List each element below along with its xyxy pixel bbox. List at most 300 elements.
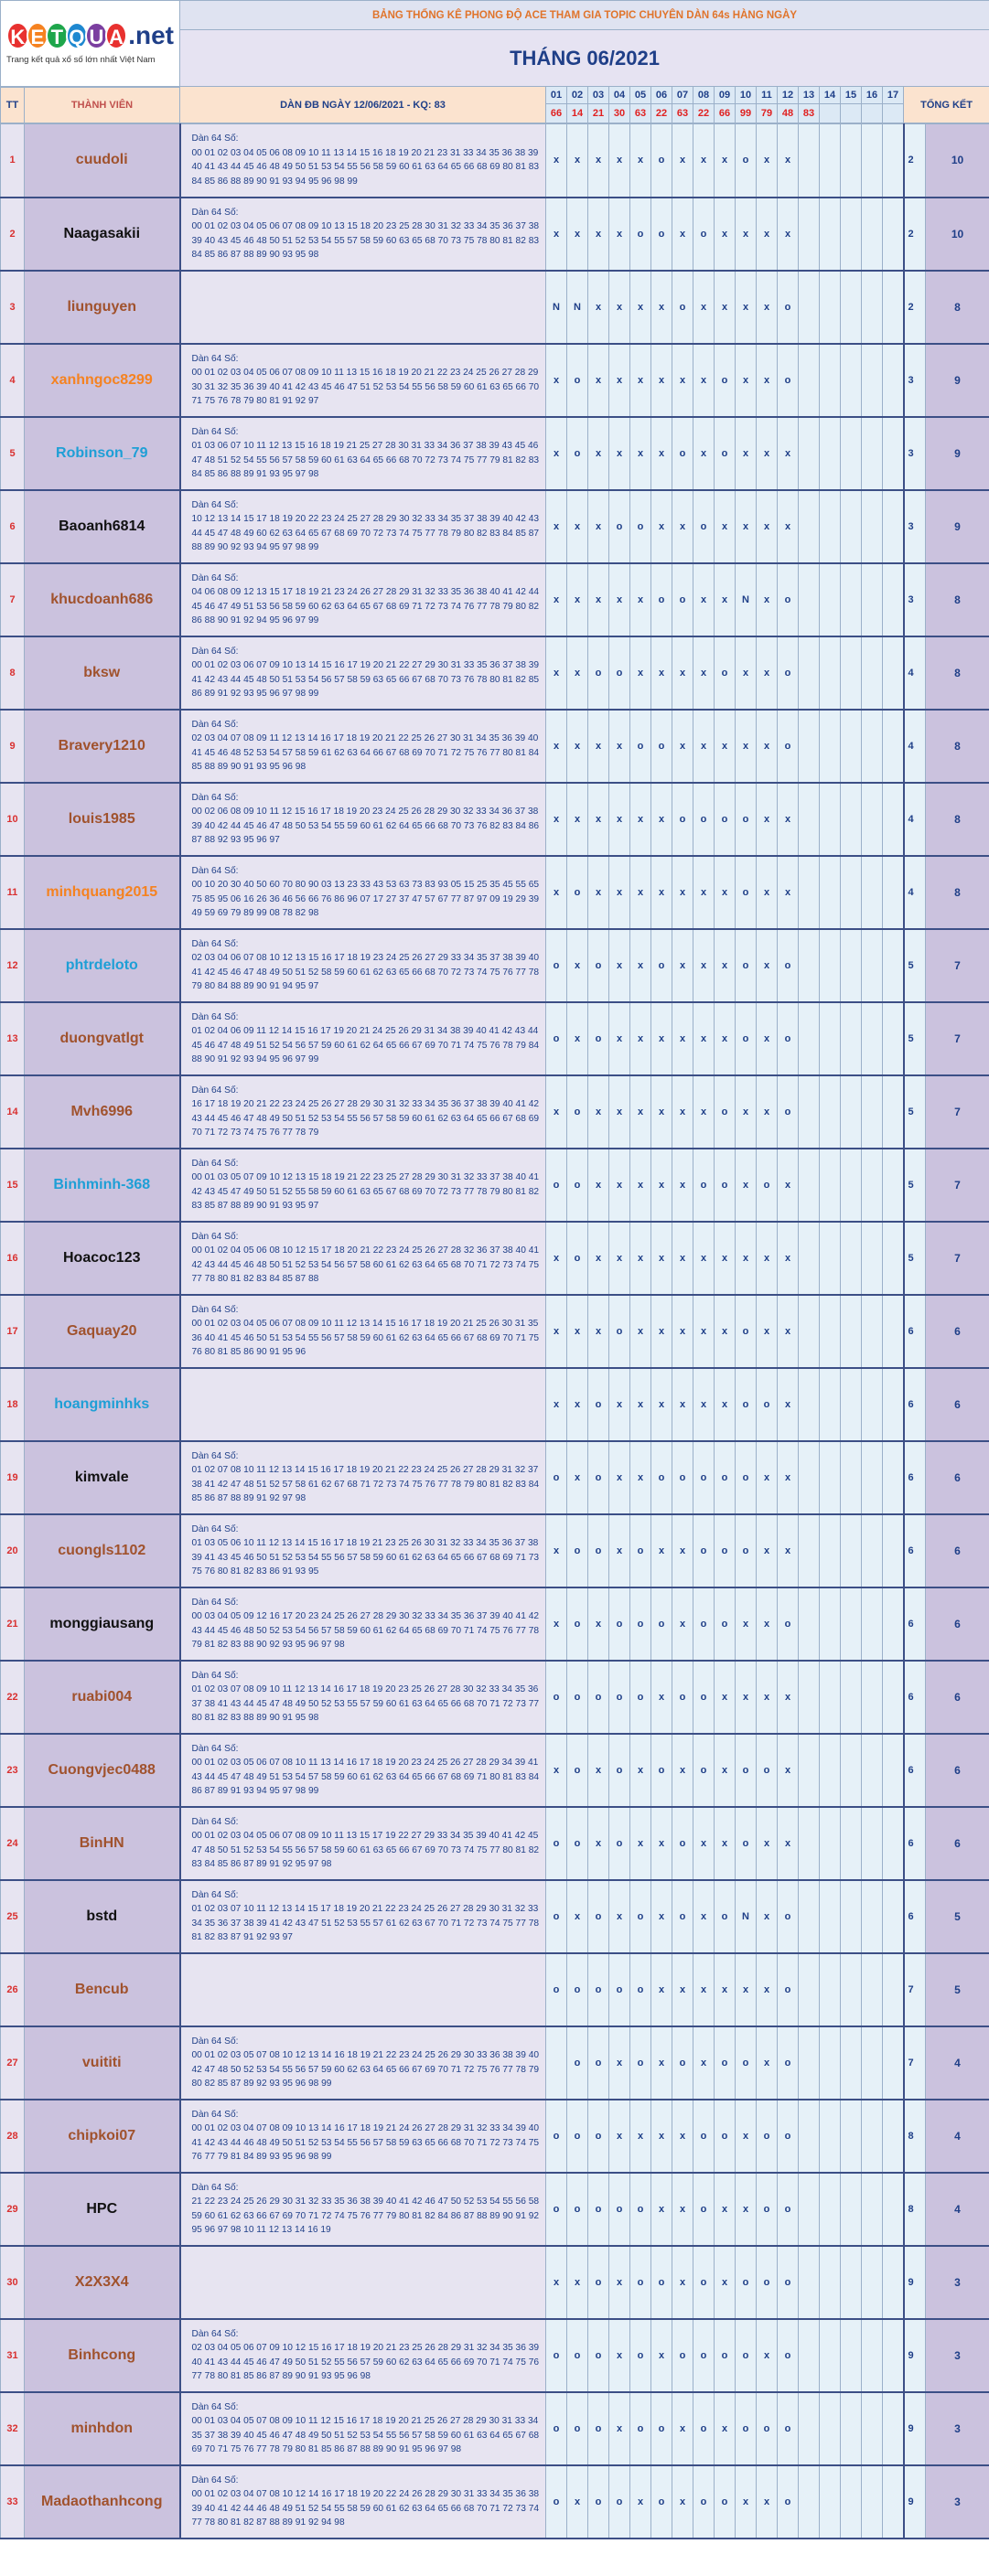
day-result-mark: o — [693, 1149, 715, 1222]
dan-label: Dàn 64 Số: — [191, 2328, 239, 2339]
day-result-mark: x — [588, 1149, 609, 1222]
win-count: 4 — [904, 856, 926, 929]
member-name[interactable]: ruabi004 — [25, 1661, 180, 1734]
total-score: 7 — [926, 1075, 989, 1149]
day-result-mark: o — [715, 636, 736, 710]
dan-values: 01 03 05 06 10 11 12 13 14 15 16 17 18 19 21 23 25 26 30 31 32 33 34 35 36 37 38 39 41 43 45 46 50 51 52 53 54 55 56 57 58 59 60 61 62 63 64 65 66 67 68 69 71 73 75 76 80 81 82 83 86 91 93 95 — [191, 1538, 540, 1577]
total-score: 9 — [926, 490, 989, 563]
member-name[interactable]: bksw — [25, 636, 180, 710]
day-result-mark: o — [630, 2173, 651, 2246]
day-result-mark: x — [757, 710, 778, 783]
day-result-mark: x — [778, 1734, 799, 1807]
day-result-mark: x — [588, 417, 609, 490]
day-result-mark: x — [736, 271, 757, 344]
day-result-mark — [799, 2026, 820, 2100]
day-result-mark: o — [778, 344, 799, 417]
day-result-mark: x — [757, 856, 778, 929]
day-result-mark: x — [778, 1441, 799, 1514]
member-name[interactable]: minhquang2015 — [25, 856, 180, 929]
row-number: 15 — [1, 1149, 25, 1222]
day-result-mark: o — [672, 563, 693, 636]
day-result-mark: o — [778, 710, 799, 783]
day-result-mark: o — [736, 1514, 757, 1587]
day-result-mark — [883, 490, 904, 563]
member-name[interactable]: kimvale — [25, 1441, 180, 1514]
table-row — [1, 1075, 989, 1149]
day-result-mark: o — [693, 2392, 715, 2465]
day-result-mark: o — [630, 1661, 651, 1734]
day-result-mark: x — [567, 1880, 588, 1953]
day-result-mark — [799, 710, 820, 783]
day-result-mark: o — [693, 2319, 715, 2392]
day-result-mark — [883, 1587, 904, 1661]
dan-values: 00 01 02 03 04 05 06 08 09 10 11 13 14 15 16 18 19 20 21 23 31 33 34 35 36 38 39 40 41 43 44 45 46 48 49 50 51 53 54 55 56 58 59 60 61 63 64 65 66 68 69 80 81 83 84 85 86 88 89 90 91 93 94 95 96 98 99 — [191, 147, 540, 187]
day-result-mark: x — [609, 2246, 630, 2319]
day-result-mark — [820, 417, 841, 490]
day-result-mark: x — [672, 636, 693, 710]
win-count: 3 — [904, 563, 926, 636]
day-result-mark: x — [693, 2026, 715, 2100]
day-result-mark: o — [736, 783, 757, 856]
day-result-mark: x — [715, 198, 736, 271]
day-header: 06 — [651, 87, 672, 104]
day-result-mark — [862, 271, 883, 344]
win-count: 2 — [904, 198, 926, 271]
member-name[interactable]: Naagasakii — [25, 198, 180, 271]
member-name[interactable]: Cuongvjec0488 — [25, 1734, 180, 1807]
win-count: 8 — [904, 2173, 926, 2246]
member-name[interactable]: X2X3X4 — [25, 2246, 180, 2319]
day-result-mark — [820, 271, 841, 344]
day-result-mark: o — [672, 1807, 693, 1880]
win-count: 6 — [904, 1661, 926, 1734]
logo[interactable] — [1, 1, 180, 87]
day-result: 14 — [567, 104, 588, 123]
member-name[interactable]: Binhcong — [25, 2319, 180, 2392]
day-result-mark — [883, 2465, 904, 2539]
day-result-mark: o — [693, 1734, 715, 1807]
day-result-mark — [862, 563, 883, 636]
day-result-mark: x — [672, 1953, 693, 2026]
day-result-mark: x — [546, 783, 567, 856]
day-result-mark: o — [588, 2392, 609, 2465]
member-name[interactable]: chipkoi07 — [25, 2100, 180, 2173]
day-result-mark — [799, 636, 820, 710]
row-number: 20 — [1, 1514, 25, 1587]
member-name[interactable]: bstd — [25, 1880, 180, 1953]
day-result-mark: x — [778, 198, 799, 271]
day-result-mark: x — [609, 1368, 630, 1441]
day-result: 30 — [609, 104, 630, 123]
day-result-mark: x — [630, 563, 651, 636]
day-result-mark: x — [672, 929, 693, 1002]
day-result: 66 — [546, 104, 567, 123]
day-result-mark: x — [736, 198, 757, 271]
day-result-mark: x — [693, 1368, 715, 1441]
day-result: 22 — [693, 104, 715, 123]
day-result-mark: x — [672, 1075, 693, 1149]
table-row — [1, 2100, 989, 2173]
day-result-mark — [883, 1514, 904, 1587]
dan-values: 02 03 04 06 07 08 10 12 13 15 16 17 18 19 23 24 25 26 27 29 33 34 35 37 38 39 40 41 42 45 46 47 48 49 50 51 52 58 59 60 61 62 63 65 66 68 70 72 73 74 75 76 77 78 79 80 84 88 89 90 91 94 95 97 — [191, 953, 540, 991]
day-result-mark: o — [715, 2319, 736, 2392]
day-result-mark: x — [546, 124, 567, 198]
dan-numbers — [180, 1514, 546, 1587]
day-header: 13 — [799, 87, 820, 104]
day-result-mark: x — [630, 1295, 651, 1368]
day-result-mark: o — [588, 2173, 609, 2246]
day-result-mark: x — [567, 783, 588, 856]
member-name[interactable]: Bencub — [25, 1953, 180, 2026]
day-result-mark — [820, 2465, 841, 2539]
day-result-mark — [883, 710, 904, 783]
day-result-mark: x — [546, 1514, 567, 1587]
day-result-mark: x — [693, 1222, 715, 1295]
day-result-mark — [820, 1075, 841, 1149]
day-result-mark: o — [651, 198, 672, 271]
day-result — [841, 104, 862, 123]
day-result-mark — [841, 1661, 862, 1734]
member-name[interactable]: minhdon — [25, 2392, 180, 2465]
member-name[interactable]: cuongls1102 — [25, 1514, 180, 1587]
row-number: 30 — [1, 2246, 25, 2319]
dan-values: 01 02 04 06 09 11 12 14 15 16 17 19 20 21 24 25 26 29 31 34 38 39 40 41 42 43 44 45 46 47 48 49 51 52 54 56 57 59 60 61 62 64 65 66 67 69 70 71 74 75 76 78 79 84 88 90 91 92 93 94 95 96 97 99 — [191, 1026, 540, 1064]
dan-values: 00 01 02 03 04 05 06 07 08 09 10 11 13 15 17 19 22 27 29 33 34 35 39 40 41 42 45 47 48 50 51 52 53 54 55 56 57 58 59 60 61 63 65 66 67 69 70 73 74 75 77 80 81 82 83 84 85 86 87 89 91 92 95 97 98 — [191, 1831, 540, 1869]
dan-label: Dàn 64 Số: — [191, 2401, 239, 2412]
day-result-mark: o — [588, 2026, 609, 2100]
row-number: 7 — [1, 563, 25, 636]
day-result-mark: o — [736, 856, 757, 929]
day-result-mark: x — [778, 856, 799, 929]
day-result-mark — [820, 344, 841, 417]
day-result-mark: x — [672, 1368, 693, 1441]
win-count: 9 — [904, 2465, 926, 2539]
day-result-mark: o — [567, 1807, 588, 1880]
day-result-mark: x — [630, 636, 651, 710]
day-result-mark: x — [630, 1149, 651, 1222]
day-result-mark: o — [588, 636, 609, 710]
day-result-mark: o — [651, 2392, 672, 2465]
day-result-mark: x — [757, 2465, 778, 2539]
day-result-mark — [841, 856, 862, 929]
day-result-mark: x — [651, 783, 672, 856]
day-result-mark: x — [609, 1441, 630, 1514]
member-name[interactable]: phtrdeloto — [25, 929, 180, 1002]
day-result-mark: x — [715, 1368, 736, 1441]
day-result-mark: x — [672, 2100, 693, 2173]
day-result-mark: x — [567, 1002, 588, 1075]
day-result-mark: o — [715, 2100, 736, 2173]
table-row — [1, 490, 989, 563]
day-result-mark — [883, 783, 904, 856]
dan-numbers — [180, 271, 546, 344]
day-result-mark — [799, 783, 820, 856]
day-result-mark: o — [630, 490, 651, 563]
day-result-mark: o — [567, 417, 588, 490]
day-result-mark: x — [672, 124, 693, 198]
day-result-mark: x — [693, 417, 715, 490]
day-result-mark — [862, 1661, 883, 1734]
day-result-mark: x — [630, 344, 651, 417]
day-result-mark: o — [630, 1514, 651, 1587]
day-result-mark — [883, 856, 904, 929]
day-result-mark — [820, 563, 841, 636]
day-result-mark: o — [715, 1587, 736, 1661]
day-result-mark: o — [630, 1953, 651, 2026]
day-result-mark: x — [715, 271, 736, 344]
day-result-mark: x — [757, 490, 778, 563]
col-header-dan: DÀN ĐB NGÀY 12/06/2021 - KQ: 83 — [180, 87, 546, 123]
day-result-mark: x — [757, 417, 778, 490]
day-result-mark: o — [693, 1514, 715, 1587]
day-result-mark: x — [567, 563, 588, 636]
day-result-mark — [862, 1807, 883, 1880]
member-name[interactable]: Gaquay20 — [25, 1295, 180, 1368]
total-score: 3 — [926, 2319, 989, 2392]
member-name[interactable]: vuititi — [25, 2026, 180, 2100]
total-score: 3 — [926, 2392, 989, 2465]
day-result-mark: x — [757, 1880, 778, 1953]
member-name[interactable]: khucdoanh686 — [25, 563, 180, 636]
day-result-mark — [841, 1222, 862, 1295]
day-result-mark: x — [546, 636, 567, 710]
win-count: 2 — [904, 271, 926, 344]
day-result-mark — [820, 1295, 841, 1368]
day-result-mark — [799, 2392, 820, 2465]
table-row — [1, 1295, 989, 1368]
row-number: 24 — [1, 1807, 25, 1880]
day-result-mark: o — [715, 2026, 736, 2100]
win-count: 4 — [904, 636, 926, 710]
day-result-mark — [820, 783, 841, 856]
member-name[interactable]: Binhminh-368 — [25, 1149, 180, 1222]
dan-values: 00 01 02 03 04 05 06 07 08 09 10 11 12 13 14 15 16 17 18 19 20 21 25 26 30 31 35 36 40 41 45 46 50 51 53 54 55 56 57 58 59 60 61 62 63 64 65 66 67 68 69 70 71 75 76 80 81 85 86 90 91 95 96 — [191, 1319, 540, 1357]
day-result-mark: o — [736, 929, 757, 1002]
day-result-mark: o — [778, 2100, 799, 2173]
logo-letter: U — [85, 22, 108, 49]
day-result-mark — [820, 2392, 841, 2465]
dan-values: 00 01 03 04 05 07 08 09 10 11 12 15 16 17 18 19 20 21 25 26 27 28 29 30 31 33 34 35 37 38 39 40 45 46 47 48 49 50 51 52 53 54 55 56 57 58 59 60 61 63 64 65 67 68 69 70 71 75 76 77 78 79 80 81 85 86 87 88 89 90 91 95 96 97 98 — [191, 2416, 540, 2454]
day-result-mark: o — [609, 636, 630, 710]
day-result-mark — [841, 2465, 862, 2539]
day-result-mark: o — [546, 2100, 567, 2173]
day-result-mark: o — [567, 1953, 588, 2026]
day-result-mark: x — [630, 856, 651, 929]
table-row — [1, 271, 989, 344]
day-result-mark: x — [609, 929, 630, 1002]
day-result-mark: x — [778, 1661, 799, 1734]
day-result-mark — [841, 490, 862, 563]
dan-numbers — [180, 929, 546, 1002]
day-result-mark: x — [651, 636, 672, 710]
row-number: 19 — [1, 1441, 25, 1514]
day-result-mark: o — [630, 2319, 651, 2392]
day-result-mark: x — [567, 636, 588, 710]
member-name[interactable]: Mvh6996 — [25, 1075, 180, 1149]
day-result-mark — [799, 563, 820, 636]
day-result-mark: x — [757, 1295, 778, 1368]
dan-values: 00 02 06 08 09 10 11 12 15 16 17 18 19 20 23 24 25 26 28 29 30 32 33 34 36 37 38 39 40 42 44 45 46 47 48 50 53 54 55 59 60 61 62 64 65 66 68 70 73 76 82 83 84 86 87 88 92 93 95 96 97 — [191, 807, 540, 845]
dan-numbers — [180, 198, 546, 271]
day-result-mark: o — [588, 2465, 609, 2539]
dan-numbers — [180, 2246, 546, 2319]
member-name[interactable]: xanhngoc8299 — [25, 344, 180, 417]
dan-label: Dàn 64 Số: — [191, 2036, 239, 2047]
day-result-mark: o — [651, 2246, 672, 2319]
day-result-mark: o — [715, 1149, 736, 1222]
member-name[interactable]: hoangminhks — [25, 1368, 180, 1441]
day-result-mark: x — [715, 563, 736, 636]
col-header-tt: TT — [1, 87, 25, 123]
day-result-mark: x — [567, 1295, 588, 1368]
win-count: 5 — [904, 1002, 926, 1075]
day-result-mark — [841, 271, 862, 344]
member-name[interactable]: BinHN — [25, 1807, 180, 1880]
row-number: 5 — [1, 417, 25, 490]
day-header: 17 — [883, 87, 904, 104]
day-header: 03 — [588, 87, 609, 104]
day-result-mark: x — [651, 2100, 672, 2173]
day-result-mark: o — [609, 1734, 630, 1807]
day-result-mark — [841, 783, 862, 856]
member-name[interactable]: Baoanh6814 — [25, 490, 180, 563]
day-result-mark: o — [672, 1880, 693, 1953]
day-result-mark — [841, 1441, 862, 1514]
day-result-mark: o — [672, 1661, 693, 1734]
member-name[interactable]: HPC — [25, 2173, 180, 2246]
total-score: 8 — [926, 856, 989, 929]
member-name[interactable]: Robinson_79 — [25, 417, 180, 490]
day-result-mark: o — [546, 1807, 567, 1880]
day-result-mark: x — [630, 1734, 651, 1807]
day-result-mark: x — [736, 2465, 757, 2539]
day-result-mark: x — [630, 1807, 651, 1880]
table-row — [1, 2319, 989, 2392]
day-header: 15 — [841, 87, 862, 104]
dan-numbers — [180, 2100, 546, 2173]
day-result-mark — [820, 1880, 841, 1953]
day-result-mark: o — [757, 2246, 778, 2319]
table-row — [1, 1441, 989, 1514]
day-result-mark: x — [630, 2100, 651, 2173]
day-result-mark: x — [630, 2465, 651, 2539]
day-result-mark — [820, 1807, 841, 1880]
day-header: 08 — [693, 87, 715, 104]
day-result-mark: x — [672, 856, 693, 929]
day-result-mark — [820, 710, 841, 783]
member-name[interactable]: liunguyen — [25, 271, 180, 344]
dan-numbers — [180, 1295, 546, 1368]
day-result-mark: x — [651, 1661, 672, 1734]
day-result-mark — [883, 271, 904, 344]
member-name[interactable]: louis1985 — [25, 783, 180, 856]
row-number: 10 — [1, 783, 25, 856]
day-result-mark: o — [778, 1075, 799, 1149]
row-number: 13 — [1, 1002, 25, 1075]
day-result-mark: o — [778, 2173, 799, 2246]
member-name[interactable]: cuudoli — [25, 124, 180, 198]
dan-label: Dàn 64 Số: — [191, 1231, 239, 1242]
row-number: 29 — [1, 2173, 25, 2246]
day-result-mark — [862, 2026, 883, 2100]
day-result-mark: o — [546, 1953, 567, 2026]
day-result: 66 — [715, 104, 736, 123]
day-result-mark: x — [546, 1734, 567, 1807]
day-result-mark: N — [736, 563, 757, 636]
day-result-mark: o — [736, 1807, 757, 1880]
day-result-mark: x — [778, 1514, 799, 1587]
day-result-mark: x — [651, 2026, 672, 2100]
dan-label: Dàn 64 Số: — [191, 1450, 239, 1461]
day-result-mark: N — [567, 271, 588, 344]
day-result-mark: x — [546, 856, 567, 929]
day-result-mark: x — [778, 1807, 799, 1880]
day-result-mark: o — [778, 1002, 799, 1075]
member-name[interactable]: Madaothanhcong — [25, 2465, 180, 2539]
table-row — [1, 636, 989, 710]
member-name[interactable]: Hoacoc123 — [25, 1222, 180, 1295]
day-result-mark — [799, 1295, 820, 1368]
col-header-total: TỔNG KẾT — [904, 87, 989, 123]
day-result-mark: o — [715, 1514, 736, 1587]
day-result-mark: o — [546, 2392, 567, 2465]
day-result-mark — [841, 344, 862, 417]
total-score: 6 — [926, 1734, 989, 1807]
day-result-mark: x — [693, 1295, 715, 1368]
day-result-mark: o — [651, 710, 672, 783]
day-result-mark: x — [715, 1002, 736, 1075]
day-result-mark — [862, 417, 883, 490]
day-result-mark: o — [588, 1880, 609, 1953]
day-result-mark: x — [672, 1149, 693, 1222]
day-result-mark: x — [609, 563, 630, 636]
day-result-mark — [841, 2100, 862, 2173]
day-result-mark — [841, 2026, 862, 2100]
dan-label: Dàn 64 Số: — [191, 1085, 239, 1096]
total-score: 8 — [926, 563, 989, 636]
total-score: 5 — [926, 1880, 989, 1953]
day-result-mark: o — [546, 1661, 567, 1734]
day-result-mark: o — [778, 1880, 799, 1953]
day-result — [883, 104, 904, 123]
day-result-mark: o — [693, 2100, 715, 2173]
table-row — [1, 1661, 989, 1734]
win-count: 3 — [904, 417, 926, 490]
dan-values: 00 01 03 05 07 09 10 12 13 15 18 19 21 22 23 25 27 28 29 30 31 32 33 37 38 40 41 42 43 45 47 49 50 51 52 55 58 59 60 61 63 65 67 68 69 70 72 73 77 78 79 80 81 82 83 85 87 88 89 90 91 93 95 97 — [191, 1172, 540, 1211]
win-count: 4 — [904, 710, 926, 783]
day-result-mark — [883, 417, 904, 490]
day-result-mark: o — [672, 783, 693, 856]
day-result-mark — [841, 1880, 862, 1953]
day-result-mark: x — [630, 271, 651, 344]
win-count: 5 — [904, 1222, 926, 1295]
day-result-mark: x — [609, 124, 630, 198]
day-result-mark: x — [757, 2026, 778, 2100]
dan-label: Dàn 64 Số: — [191, 2182, 239, 2193]
table-row — [1, 1807, 989, 1880]
day-result-mark: x — [715, 1222, 736, 1295]
day-result-mark: x — [736, 1222, 757, 1295]
day-result-mark: o — [757, 2173, 778, 2246]
day-result-mark: o — [588, 2100, 609, 2173]
day-result-mark: x — [630, 1441, 651, 1514]
member-name[interactable]: duongvatlgt — [25, 1002, 180, 1075]
member-name[interactable]: monggiausang — [25, 1587, 180, 1661]
table-row — [1, 1368, 989, 1441]
day-result-mark — [820, 2319, 841, 2392]
dan-values: 00 01 02 03 05 06 07 08 10 11 13 14 16 17 18 19 20 23 24 25 26 27 28 29 34 39 41 43 44 45 47 48 49 51 53 54 57 58 59 60 61 62 63 64 65 66 67 68 69 71 80 81 83 84 86 87 89 91 93 94 95 97 98 99 — [191, 1758, 540, 1796]
member-name[interactable]: Bravery1210 — [25, 710, 180, 783]
